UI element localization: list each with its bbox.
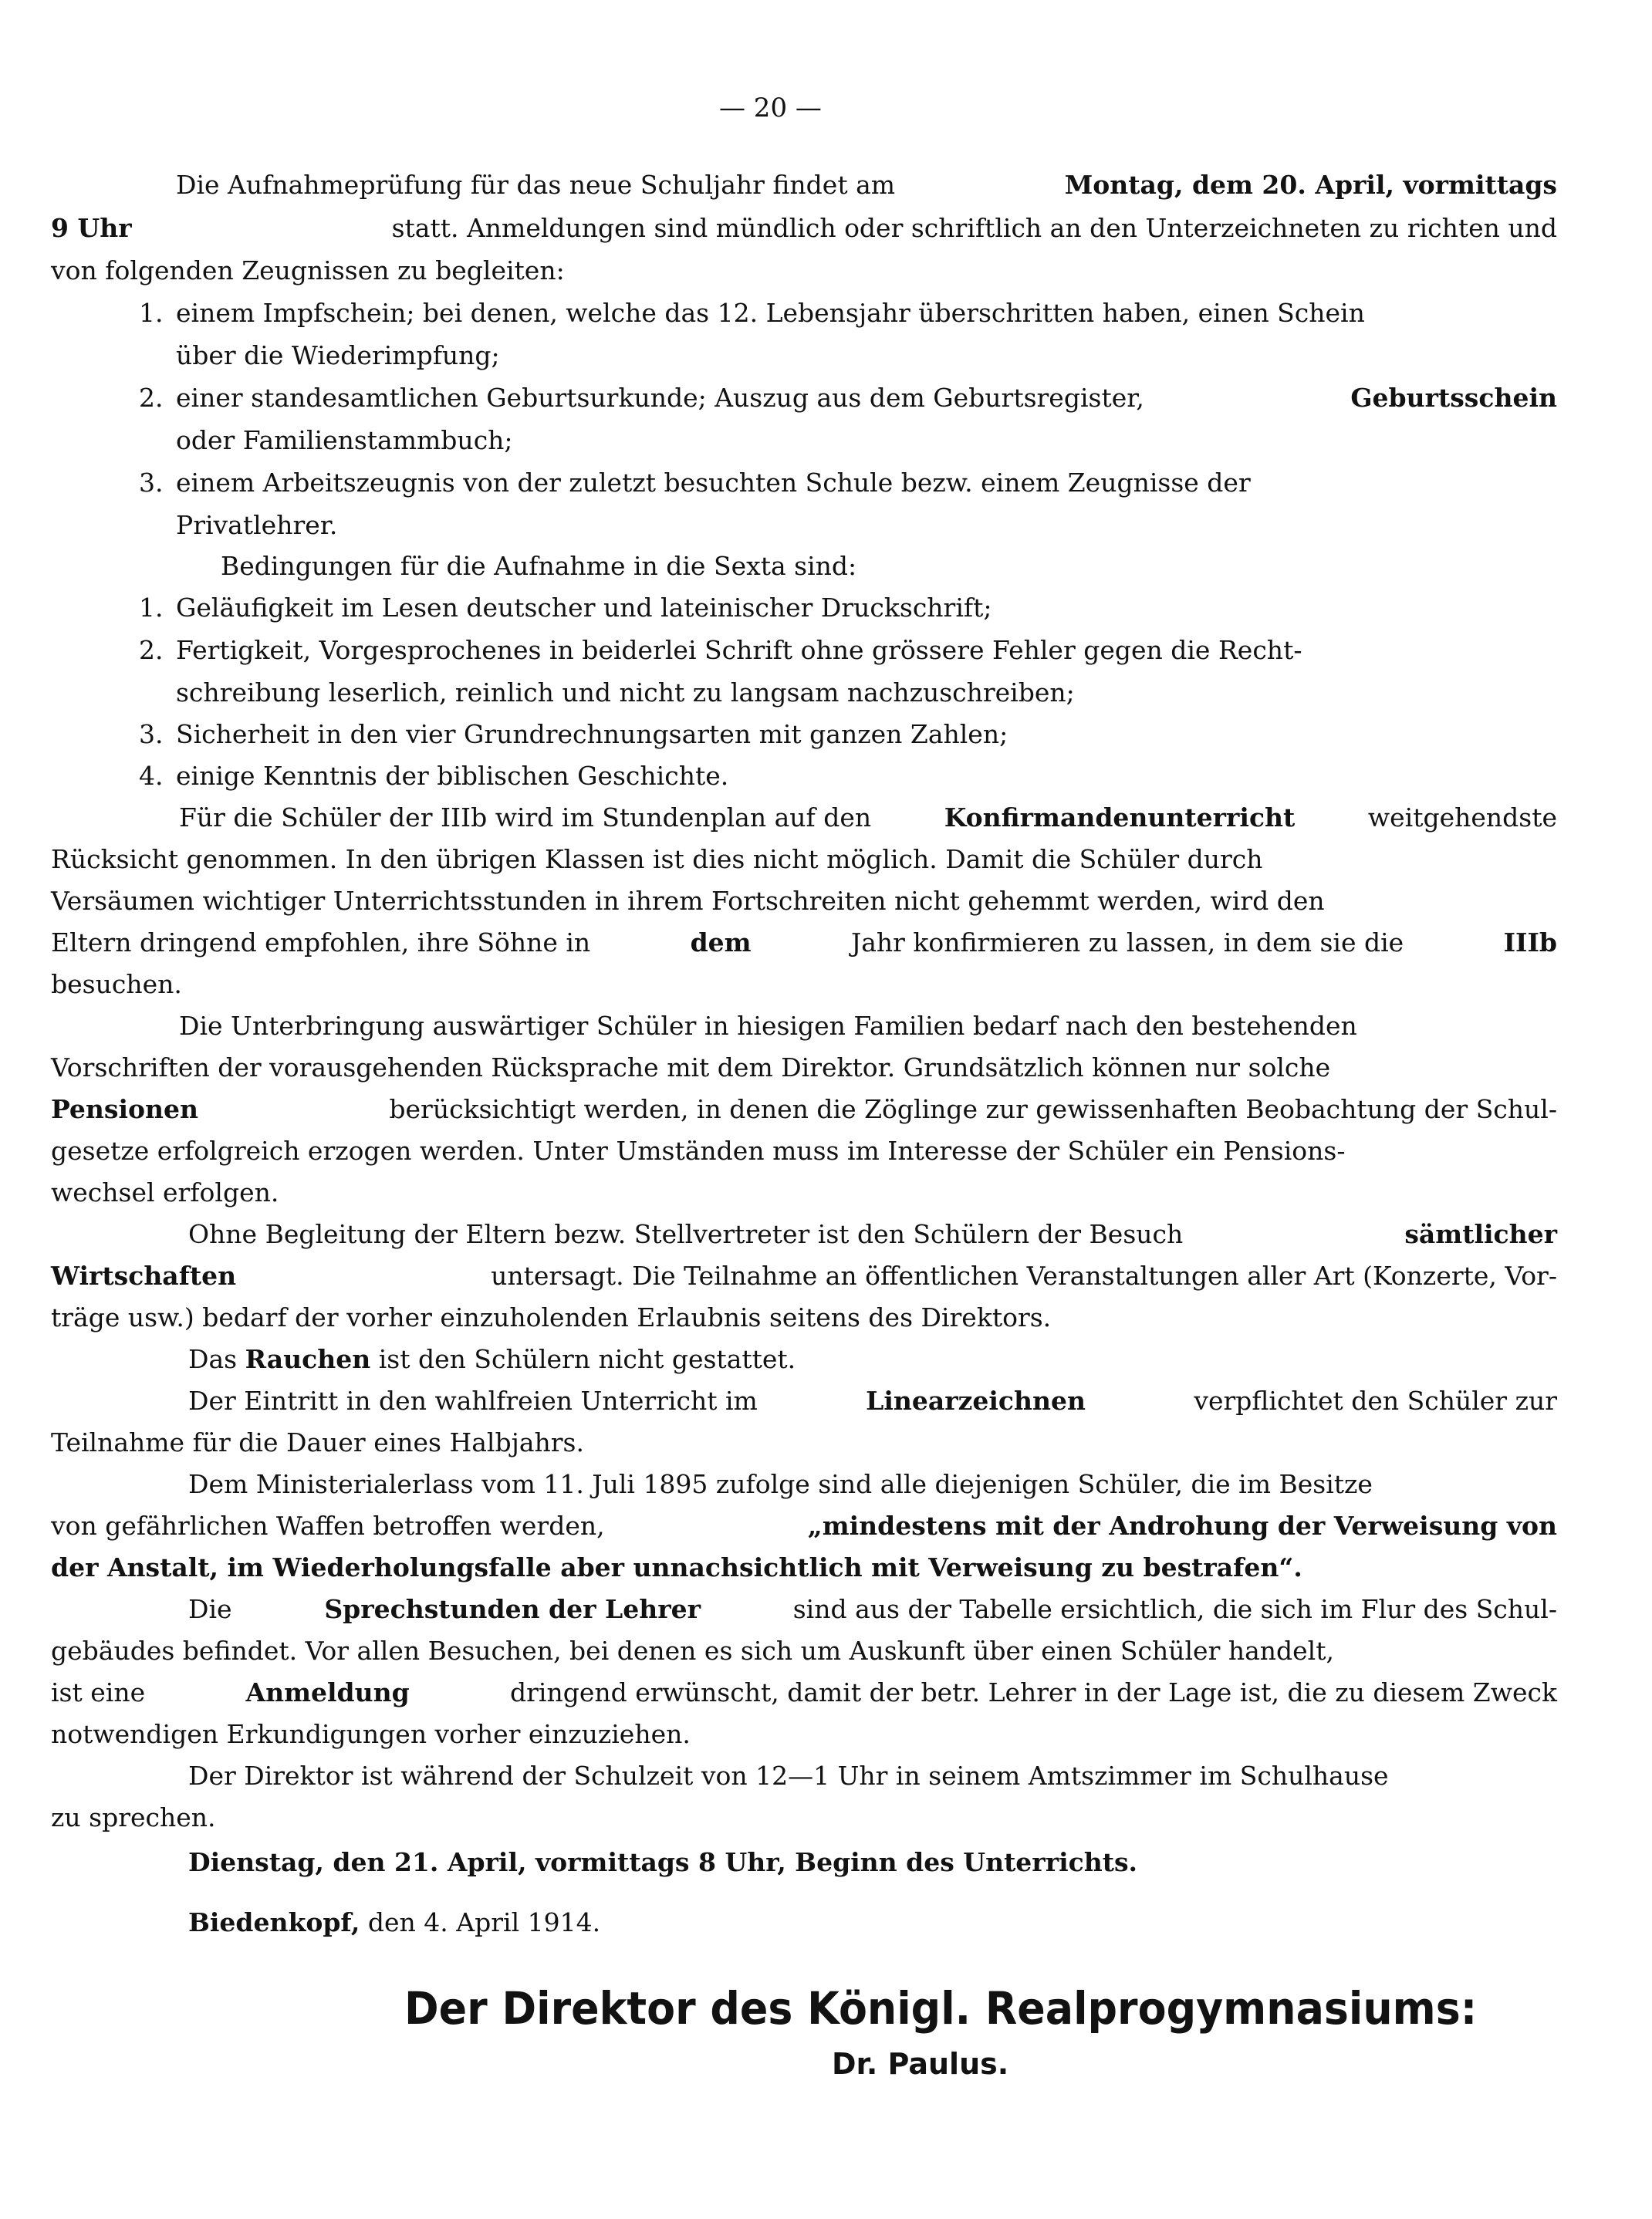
sprech-line-1 [188, 1592, 1557, 1626]
doc-2-line-1 [176, 381, 1557, 415]
text: Fertigkeit, Vorgesprochenes in beiderlei Schrift ohne grössere Fehler gegen die Recht- [176, 635, 1302, 665]
begleitung-line-2 [51, 1259, 1557, 1293]
text: ist eine [51, 1677, 146, 1707]
doc-2-number: 2. [139, 383, 164, 413]
doc-2-line-2: oder Familienstammbuch; [176, 425, 513, 455]
konf-line-3 [51, 884, 1557, 918]
unterbringung-line-5: wechsel erfolgen. [51, 1177, 279, 1207]
conditions-heading: Bedingungen für die Aufnahme in die Sexta sind: [221, 551, 857, 581]
text: verpflichtet den Schüler zur [1194, 1386, 1557, 1416]
doc-3-line-1 [176, 466, 1557, 500]
text: statt. Anmeldungen sind mündlich oder schriftlich an den Unterzeichneten zu richten und [391, 213, 1557, 243]
text: berücksichtigt werden, in denen die Zöglinge zur gewissenhaften Beobachtung der Schul- [389, 1094, 1557, 1124]
sprech-line-2 [51, 1634, 1557, 1668]
emphasis: Linearzeichnen [866, 1386, 1086, 1416]
page-number: — 20 — [719, 93, 822, 123]
minister-line-3 [51, 1551, 1463, 1585]
unterbringung-line-4 [51, 1134, 1557, 1168]
sprech-line-3 [51, 1676, 1557, 1710]
signature-title: Der Direktor des Königl. Realprogymnasiums: [404, 1982, 1478, 2035]
begleitung-line-1 [188, 1218, 1557, 1251]
text: Vorschriften der vorausgehenden Rücksprache mit dem Direktor. Grundsätzlich können nur solche [51, 1052, 1331, 1082]
text: Das [188, 1344, 238, 1374]
emphasis: Montag, dem 20. April, vormittags [1064, 170, 1557, 200]
emphasis: der Anstalt, im Wiederholungsfalle aber unnachsichtlich mit Verweisung zu bestrafen“. [51, 1552, 1302, 1582]
text: Jahr konfirmieren zu lassen, in dem sie die [851, 927, 1404, 958]
condition-2-line-2: schreibung leserlich, reinlich und nicht zu langsam nachzuschreiben; [176, 677, 1075, 708]
direktor-line-1 [188, 1759, 1557, 1793]
doc-3-number: 3. [139, 468, 164, 498]
minister-line-1 [188, 1468, 1557, 1501]
emphasis: Pensionen [51, 1094, 199, 1124]
doc-1-line-1 [176, 296, 1557, 330]
p1-line-3: von folgenden Zeugnissen zu begleiten: [51, 255, 565, 285]
text: untersagt. Die Teilnahme an öffentlichen Veranstaltungen aller Art (Konzerte, Vor- [491, 1261, 1557, 1291]
rauchen-line [188, 1343, 844, 1376]
condition-4-line-1: einige Kenntnis der biblischen Geschichte. [176, 761, 729, 791]
unterbringung-line-3 [51, 1093, 1557, 1126]
text: einem Arbeitszeugnis von der zuletzt besuchten Schule bezw. einem Zeugnisse der [176, 468, 1251, 498]
unterbringung-line-1 [179, 1009, 1557, 1043]
emphasis: Konfirmandenunterricht [944, 802, 1296, 833]
text: sind aus der Tabelle ersichtlich, die sich im Flur des Schul- [792, 1594, 1557, 1624]
direktor-line-2: zu sprechen. [51, 1802, 216, 1832]
text: Ohne Begleitung der Eltern bezw. Stellvertreter ist den Schülern der Besuch [188, 1219, 1184, 1249]
place: Biedenkopf, [188, 1907, 360, 1937]
date-text: den 4. April 1914. [367, 1907, 601, 1937]
text: einem Impfschein; bei denen, welche das 12. Lebensjahr überschritten haben, einen Schein [176, 298, 1365, 328]
emphasis: Geburtsschein [1350, 383, 1557, 413]
text: Für die Schüler der IIIb wird im Stundenplan auf den [179, 802, 872, 833]
text: gesetze erfolgreich erzogen werden. Unter Umständen muss im Interesse der Schüler ein Pensions- [51, 1136, 1346, 1166]
text: Versäumen wichtiger Unterrichtsstunden in ihrem Fortschreiten nicht gehemmt werden, wird den [51, 886, 1325, 916]
emphasis: sämtlicher [1404, 1219, 1557, 1249]
text: Dem Ministerialerlass vom 11. Juli 1895 zufolge sind alle diejenigen Schüler, die im Besitze [188, 1469, 1373, 1499]
condition-3-number: 3. [139, 719, 164, 749]
begleitung-line-3: träge usw.) bedarf der vorher einzuholenden Erlaubnis seitens des Direktors. [51, 1302, 1052, 1332]
text: Die Unterbringung auswärtiger Schüler in hiesigen Familien bedarf nach den bestehenden [179, 1011, 1357, 1041]
text: einer standesamtlichen Geburtsurkunde; Auszug aus dem Geburtsregister, [176, 383, 1144, 413]
konf-line-4 [51, 926, 1557, 960]
konf-line-5: besuchen. [51, 969, 182, 999]
minister-line-2 [51, 1509, 1557, 1543]
signature-name: Dr. Paulus. [832, 2047, 1009, 2081]
emphasis: Anmeldung [245, 1677, 410, 1707]
doc-1-number: 1. [139, 298, 164, 328]
doc-3-line-2: Privatlehrer. [176, 510, 338, 540]
p1-line-2 [51, 211, 1557, 245]
sprech-line-4: notwendigen Erkundigungen vorher einzuziehen. [51, 1719, 691, 1749]
condition-1-line-1: Geläufigkeit im Lesen deutscher und lateinischer Druckschrift; [176, 593, 992, 623]
emphasis: Sprechstunden der Lehrer [324, 1594, 701, 1624]
text: Der Eintritt in den wahlfreien Unterricht im [188, 1386, 758, 1416]
linear-line-2: Teilnahme für die Dauer eines Halbjahrs. [51, 1427, 584, 1457]
konf-line-2 [51, 843, 1557, 876]
text: Rücksicht genommen. In den übrigen Klassen ist dies nicht möglich. Damit die Schüler durch [51, 844, 1263, 874]
condition-1-number: 1. [139, 593, 164, 623]
p1-line-1 [176, 168, 1557, 202]
emphasis: „mindestens mit der Androhung der Verweisung von [807, 1511, 1557, 1541]
emphasis: 9 Uhr [51, 213, 132, 243]
konf-line-1 [179, 801, 1557, 835]
condition-4-number: 4. [139, 761, 164, 791]
text: Die Aufnahmeprüfung für das neue Schuljahr findet am [176, 170, 896, 200]
text: Eltern dringend empfohlen, ihre Söhne in [51, 927, 591, 958]
beginn-line: Dienstag, den 21. April, vormittags 8 Uhr, Beginn des Unterrichts. [188, 1847, 1138, 1877]
doc-1-line-2: über die Wiederimpfung; [176, 340, 500, 370]
condition-3-line-1: Sicherheit in den vier Grundrechnungsarten mit ganzen Zahlen; [176, 719, 1008, 749]
unterbringung-line-2 [51, 1051, 1557, 1085]
text: Der Direktor ist während der Schulzeit von 12—1 Uhr in seinem Amtszimmer im Schulhause [188, 1761, 1389, 1791]
text: weitgehendste [1367, 802, 1557, 833]
emphasis: Wirtschaften [51, 1261, 237, 1291]
text: gebäudes befindet. Vor allen Besuchen, bei denen es sich um Auskunft über einen Schüler handelt, [51, 1636, 1334, 1666]
text: von gefährlichen Waffen betroffen werden, [51, 1511, 605, 1541]
condition-2-number: 2. [139, 635, 164, 665]
emphasis: IIIb [1503, 927, 1557, 958]
emphasis: Rauchen [245, 1344, 371, 1374]
text: ist den Schülern nicht gestattet. [378, 1344, 796, 1374]
date-line [188, 1906, 670, 1940]
linear-line-1 [188, 1384, 1557, 1418]
text: dringend erwünscht, damit der betr. Lehrer in der Lage ist, die zu diesem Zweck [510, 1677, 1557, 1707]
emphasis: dem [690, 927, 752, 958]
text: Die [188, 1594, 232, 1624]
condition-2-line-1 [176, 633, 1557, 667]
